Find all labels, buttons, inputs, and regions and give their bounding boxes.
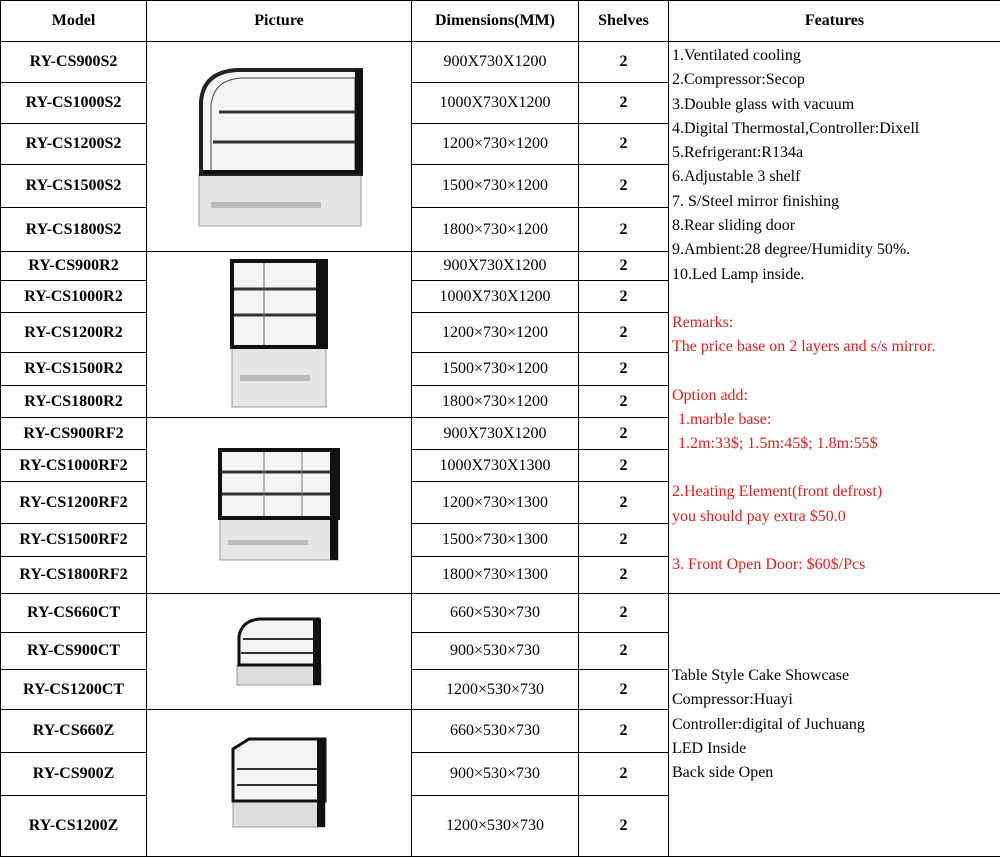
dimension-cell: 660×530×730 (412, 594, 579, 633)
shelves-cell: 2 (579, 313, 669, 353)
square-showcase-image (224, 255, 334, 415)
features-cell-refrigerated (669, 42, 1000, 594)
shelves-cell: 2 (579, 281, 669, 313)
remarks-title: Remarks: (672, 313, 734, 331)
model-cell: RY-CS1200S2 (1, 124, 147, 165)
model-cell: RY-CS1200CT (1, 670, 147, 710)
square-showcase-rf-image (214, 446, 344, 566)
picture-table-curved-showcase (147, 594, 412, 710)
shelves-cell: 2 (579, 165, 669, 208)
feature-line: 2.Compressor:Secop (672, 71, 805, 89)
model-cell: RY-CS660Z (1, 710, 147, 753)
model-cell: RY-CS900CT (1, 633, 147, 670)
dimension-cell: 1200×730×1200 (412, 313, 579, 353)
shelves-cell: 2 (579, 710, 669, 753)
dimension-cell: 1000X730X1200 (412, 83, 579, 124)
table-square-showcase-image (229, 735, 329, 831)
model-cell: RY-CS1500RF2 (1, 524, 147, 557)
dimension-cell: 1000X730X1200 (412, 281, 579, 313)
feature-line: 4.Digital Thermostal,Controller:Dixell (672, 119, 920, 137)
dimension-cell: 900×530×730 (412, 633, 579, 670)
dimension-cell: 1500×730×1200 (412, 165, 579, 208)
model-cell: RY-CS900R2 (1, 252, 147, 281)
dimension-cell: 900X730X1200 (412, 42, 579, 83)
feature-line: Compressor:Huayi (672, 691, 793, 709)
dimension-cell: 1000X730X1300 (412, 450, 579, 482)
feature-line: Table Style Cake Showcase (672, 667, 850, 684)
model-cell: RY-CS1000S2 (1, 83, 147, 124)
feature-line: 6.Adjustable 3 shelf (672, 168, 801, 186)
feature-line: 10.Led Lamp inside. (672, 265, 805, 283)
option-front-door: 3. Front Open Door: $60$/Pcs (672, 556, 866, 574)
remarks-text: The price base on 2 layers and s/s mirror. (672, 338, 936, 356)
table-row (1, 42, 1000, 83)
header-features: Features (669, 1, 1000, 42)
model-cell: RY-CS1200Z (1, 796, 147, 857)
shelves-cell: 2 (579, 753, 669, 796)
model-cell: RY-CS1200RF2 (1, 482, 147, 524)
shelves-cell: 2 (579, 482, 669, 524)
dimension-cell: 900×530×730 (412, 753, 579, 796)
shelves-cell: 2 (579, 386, 669, 418)
dimension-cell: 1800×730×1200 (412, 386, 579, 418)
option-marble-base: 1.marble base: (678, 410, 772, 428)
option-heating-price: you should pay extra $50.0 (672, 507, 846, 525)
model-cell: RY-CS900Z (1, 753, 147, 796)
option-heating-element: 2.Heating Element(front defrost) (672, 483, 883, 501)
picture-square-cake-showcase (147, 252, 412, 418)
model-cell: RY-CS900RF2 (1, 418, 147, 450)
shelves-cell: 2 (579, 83, 669, 124)
header-picture: Picture (147, 1, 412, 42)
model-cell: RY-CS900S2 (1, 42, 147, 83)
header-shelves: Shelves (579, 1, 669, 42)
shelves-cell: 2 (579, 208, 669, 252)
dimension-cell: 1200×530×730 (412, 796, 579, 857)
shelves-cell: 2 (579, 796, 669, 857)
option-title: Option add: (672, 386, 748, 404)
header-model: Model (1, 1, 147, 42)
feature-line: 1.Ventilated cooling (672, 47, 801, 64)
shelves-cell: 2 (579, 594, 669, 633)
shelves-cell: 2 (579, 353, 669, 386)
feature-line: 5.Refrigerant:R134a (672, 144, 804, 162)
header-row (1, 1, 1000, 42)
feature-line: 9.Ambient:28 degree/Humidity 50%. (672, 241, 911, 259)
dimension-cell: 1200×730×1200 (412, 124, 579, 165)
dimension-cell: 1800×730×1300 (412, 557, 579, 594)
model-cell: RY-CS1000R2 (1, 281, 147, 313)
dimension-cell: 1500×730×1200 (412, 353, 579, 386)
header-dimensions: Dimensions(MM) (412, 1, 579, 42)
shelves-cell: 2 (579, 252, 669, 281)
shelves-cell: 2 (579, 418, 669, 450)
feature-line: 7. S/Steel mirror finishing (672, 192, 840, 210)
picture-curved-cake-showcase (147, 42, 412, 252)
shelves-cell: 2 (579, 42, 669, 83)
picture-table-square-showcase (147, 710, 412, 857)
model-cell: RY-CS1500S2 (1, 165, 147, 208)
model-cell: RY-CS660CT (1, 594, 147, 633)
feature-line: 3.Double glass with vacuum (672, 95, 855, 113)
table-row (1, 594, 1000, 633)
feature-line: Controller:digital of Juchuang (672, 715, 865, 733)
dimension-cell: 1800×730×1200 (412, 208, 579, 252)
dimension-cell: 660×530×730 (412, 710, 579, 753)
picture-square-showcase-rf (147, 418, 412, 594)
shelves-cell: 2 (579, 670, 669, 710)
shelves-cell: 2 (579, 524, 669, 557)
dimension-cell: 1500×730×1300 (412, 524, 579, 557)
features-cell-table-style (669, 594, 1000, 857)
dimension-cell: 900X730X1200 (412, 418, 579, 450)
model-cell: RY-CS1800R2 (1, 386, 147, 418)
model-cell: RY-CS1800RF2 (1, 557, 147, 594)
feature-line: 8.Rear sliding door (672, 217, 796, 235)
model-cell: RY-CS1000RF2 (1, 450, 147, 482)
dimension-cell: 900X730X1200 (412, 252, 579, 281)
shelves-cell: 2 (579, 557, 669, 594)
dimension-cell: 1200×730×1300 (412, 482, 579, 524)
dimension-cell: 1200×530×730 (412, 670, 579, 710)
curved-showcase-image (189, 62, 369, 232)
option-marble-prices: 1.2m:33$; 1.5m:45$; 1.8m:55$ (678, 435, 878, 453)
feature-line: Back side Open (672, 764, 774, 782)
shelves-cell: 2 (579, 633, 669, 670)
feature-line: LED Inside (672, 739, 747, 757)
table-curved-showcase-image (233, 615, 325, 689)
model-cell: RY-CS1500R2 (1, 353, 147, 386)
shelves-cell: 2 (579, 450, 669, 482)
model-cell: RY-CS1200R2 (1, 313, 147, 353)
model-cell: RY-CS1800S2 (1, 208, 147, 252)
shelves-cell: 2 (579, 124, 669, 165)
